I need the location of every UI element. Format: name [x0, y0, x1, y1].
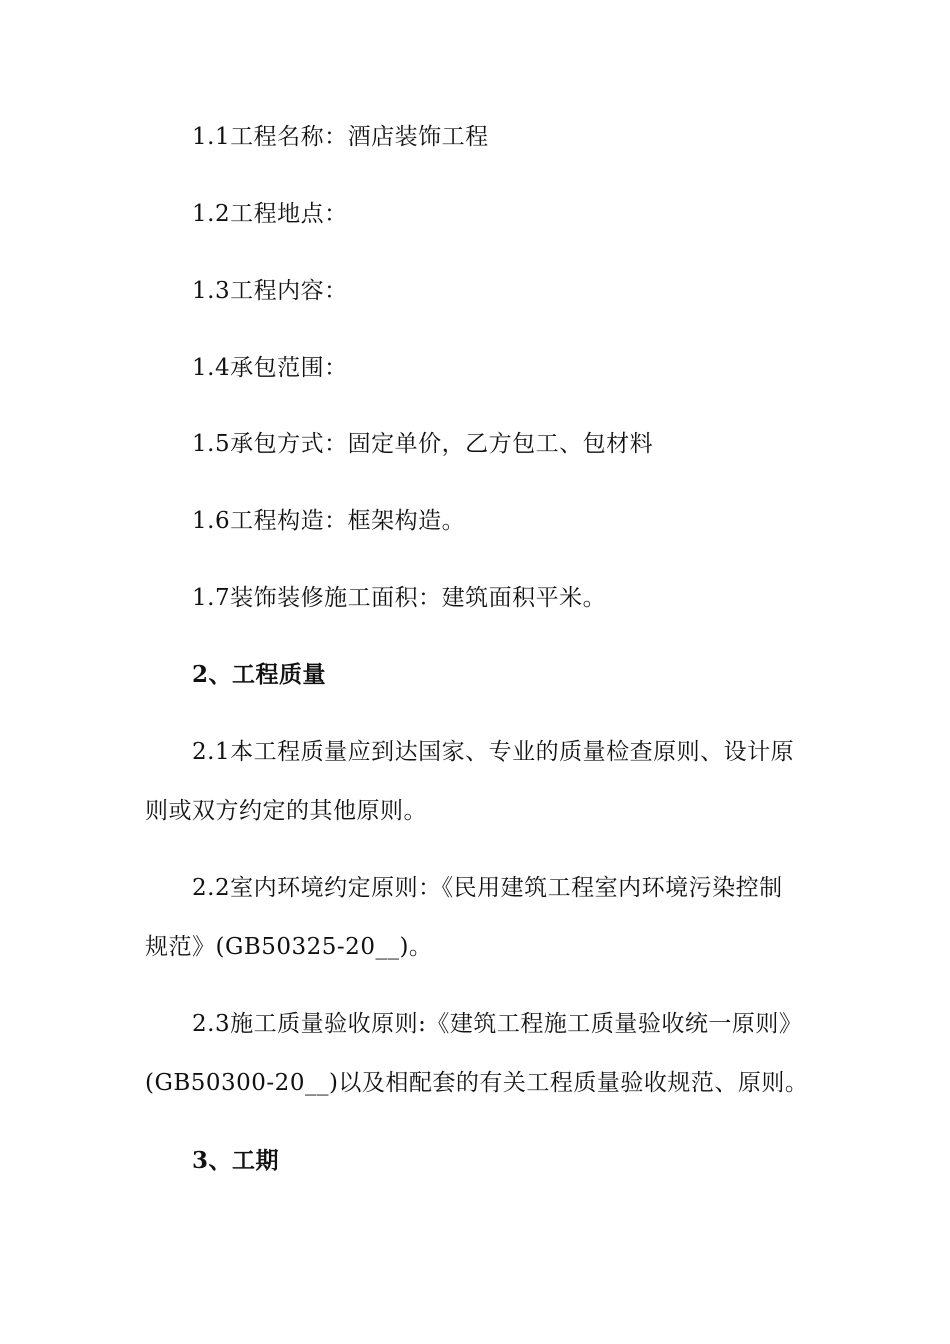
item-project-location: 1.2工程地点：: [192, 201, 348, 227]
section-heading-schedule: 3、工期: [192, 1147, 280, 1174]
section-heading-quality: 2、工程质量: [192, 661, 327, 688]
item-project-name: 1.1工程名称：酒店装饰工程: [192, 124, 489, 150]
paragraph-2-3-line-2: (GB50300-20__)以及相配套的有关工程质量验收规范、原则。: [145, 1070, 809, 1096]
item-contract-scope: 1.4承包范围：: [192, 355, 348, 381]
paragraph-2-2-line-1: 2.2室内环境约定原则：《民用建筑工程室内环境污染控制: [192, 875, 783, 901]
paragraph-2-1-line-1: 2.1本工程质量应到达国家、专业的质量检查原则、设计原: [192, 739, 795, 765]
item-project-content: 1.3工程内容：: [192, 278, 348, 304]
paragraph-2-3-line-1: 2.3施工质量验收原则:《建筑工程施工质量验收统一原则》: [192, 1011, 803, 1037]
paragraph-2-1-line-2: 则或双方约定的其他原则。: [145, 798, 427, 824]
item-construction-area: 1.7装饰装修施工面积：建筑面积平米。: [192, 585, 607, 611]
item-contract-method: 1.5承包方式：固定单价，乙方包工、包材料: [192, 431, 654, 457]
paragraph-2-2-line-2: 规范》(GB50325-20__)。: [145, 934, 433, 960]
item-structure: 1.6工程构造：框架构造。: [192, 508, 466, 534]
